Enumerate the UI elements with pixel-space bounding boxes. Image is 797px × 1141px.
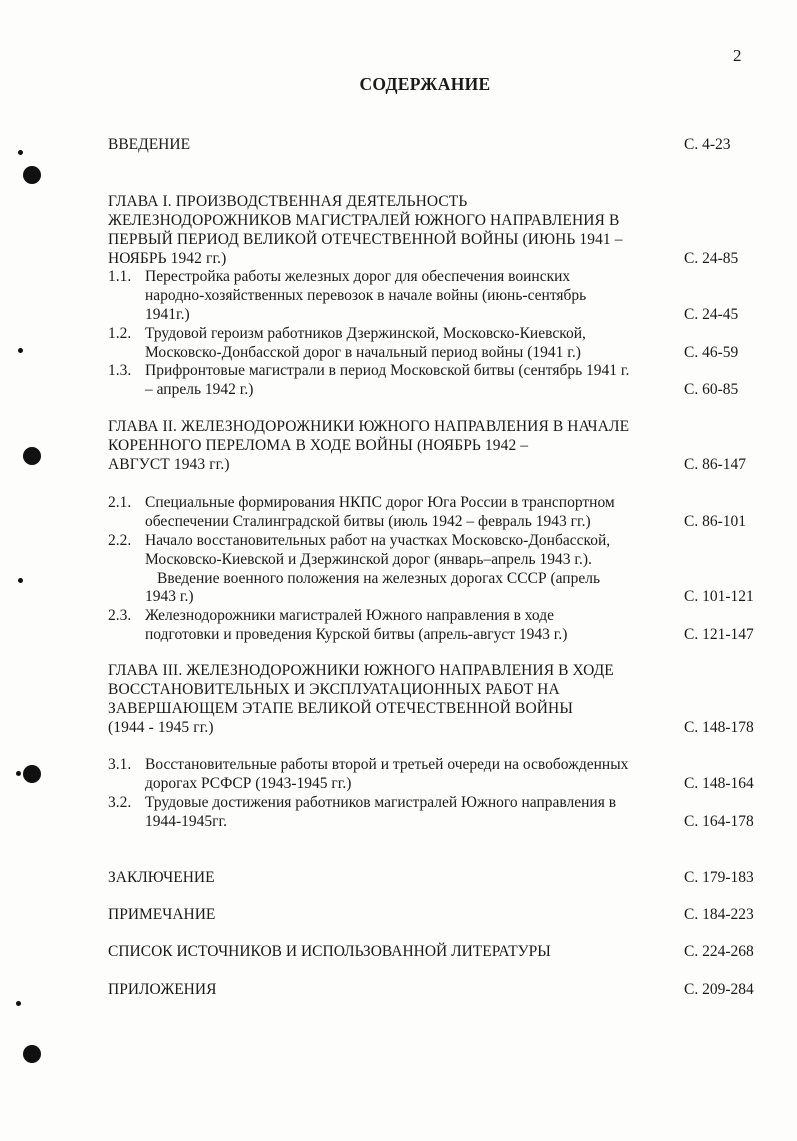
binding-hole-mark <box>23 447 41 465</box>
page-number: 2 <box>733 46 742 65</box>
scan-speck <box>18 348 23 353</box>
toc-page-chapter-2: С. 86-147 <box>684 456 746 473</box>
section-text: Перестройка работы железных дорог для обеспечения воинских <box>145 268 571 285</box>
section-number: 3.1. <box>108 756 132 773</box>
section-pages: С. 24-45 <box>684 306 739 323</box>
section-text: Железнодорожники магистралей Южного направления в ходе <box>145 607 554 624</box>
chapter-1-heading: ПЕРВЫЙ ПЕРИОД ВЕЛИКОЙ ОТЕЧЕСТВЕННОЙ ВОЙНЫ (ИЮНЬ 1941 – <box>108 231 623 248</box>
toc-entry-conclusion: ЗАКЛЮЧЕНИЕ <box>108 869 215 886</box>
chapter-3-heading: ГЛАВА III. ЖЕЛЕЗНОДОРОЖНИКИ ЮЖНОГО НАПРАВЛЕНИЯ В ХОДЕ <box>108 662 614 679</box>
chapter-2-heading: КОРЕННОГО ПЕРЕЛОМА В ХОДЕ ВОЙНЫ (НОЯБРЬ 1942 – <box>108 437 529 454</box>
section-text: Трудовые достижения работников магистралей Южного направления в <box>145 794 617 811</box>
section-number: 1.1. <box>108 268 132 285</box>
section-text: Прифронтовые магистрали в период Московской битвы (сентябрь 1941 г. <box>145 362 630 379</box>
toc-page-conclusion: С. 179-183 <box>684 869 754 886</box>
section-number: 3.2. <box>108 794 132 811</box>
section-pages: С. 86-101 <box>684 513 746 530</box>
page-title: СОДЕРЖАНИЕ <box>359 74 491 94</box>
chapter-1-heading: ЖЕЛЕЗНОДОРОЖНИКОВ МАГИСТРАЛЕЙ ЮЖНОГО НАПРАВЛЕНИЯ В <box>108 212 620 229</box>
toc-page-notes: С. 184-223 <box>684 906 754 923</box>
chapter-3-heading: (1944 - 1945 гг.) <box>108 719 214 736</box>
section-text: обеспечении Сталинградской битвы (июль 1942 – февраль 1943 гг.) <box>145 513 591 530</box>
binding-hole-mark <box>23 166 41 184</box>
scan-speck <box>16 1001 21 1006</box>
scan-speck <box>16 771 21 776</box>
binding-hole-mark <box>23 1045 41 1063</box>
section-text: 1943 г.) <box>145 588 194 605</box>
toc-page-chapter-3: С. 148-178 <box>684 719 754 736</box>
section-number: 1.2. <box>108 325 132 342</box>
section-text: Трудовой героизм работников Дзержинской, Московско-Киевской, <box>145 325 586 342</box>
scan-speck <box>18 578 23 583</box>
section-number: 2.1. <box>108 494 132 511</box>
section-text: народно-хозяйственных перевозок в начале войны (июнь-сентябрь <box>145 287 587 304</box>
toc-page-sources: С. 224-268 <box>684 943 754 960</box>
section-text: 1944-1945гг. <box>145 813 228 830</box>
section-text: Московско-Киевской и Дзержинской дорог (январь–апрель 1943 г.). <box>145 551 592 568</box>
section-pages: С. 46-59 <box>684 344 739 361</box>
section-text: Начало восстановительных работ на участках Московско-Донбасской, <box>145 532 611 549</box>
section-number: 2.3. <box>108 607 132 624</box>
section-text: Московско-Донбасской дорог в начальный период войны (1941 г.) <box>145 344 581 361</box>
section-text: Восстановительные работы второй и третьей очереди на освобожденных <box>145 756 629 773</box>
section-number: 1.3. <box>108 362 132 379</box>
toc-page-intro: С. 4-23 <box>684 136 731 153</box>
section-number: 2.2. <box>108 532 132 549</box>
toc-page-appendix: С. 209-284 <box>684 981 754 998</box>
toc-entry-notes: ПРИМЕЧАНИЕ <box>108 906 216 923</box>
section-pages: С. 60-85 <box>684 381 739 398</box>
chapter-2-heading: ГЛАВА II. ЖЕЛЕЗНОДОРОЖНИКИ ЮЖНОГО НАПРАВЛЕНИЯ В НАЧАЛЕ <box>108 418 630 435</box>
section-pages: С. 121-147 <box>684 626 754 643</box>
section-text: 1941г.) <box>145 306 190 323</box>
section-pages: С. 101-121 <box>684 588 754 605</box>
toc-entry-sources: СПИСОК ИСТОЧНИКОВ И ИСПОЛЬЗОВАННОЙ ЛИТЕРАТУРЫ <box>108 943 551 960</box>
chapter-2-heading: АВГУСТ 1943 гг.) <box>108 456 230 473</box>
toc-page-chapter-1: С. 24-85 <box>684 250 739 267</box>
chapter-3-heading: ВОССТАНОВИТЕЛЬНЫХ И ЭКСПЛУАТАЦИОННЫХ РАБОТ НА <box>108 681 560 698</box>
toc-entry-intro: ВВЕДЕНИЕ <box>108 136 191 153</box>
section-text: Введение военного положения на железных дорогах СССР (апрель <box>157 570 601 587</box>
section-text: – апрель 1942 г.) <box>145 381 254 398</box>
chapter-1-heading: НОЯБРЬ 1942 гг.) <box>108 250 227 267</box>
binding-hole-mark <box>23 765 41 783</box>
section-pages: С. 148-164 <box>684 775 754 792</box>
chapter-1-heading: ГЛАВА I. ПРОИЗВОДСТВЕННАЯ ДЕЯТЕЛЬНОСТЬ <box>108 193 468 210</box>
section-text: Специальные формирования НКПС дорог Юга России в транспортном <box>145 494 615 511</box>
section-text: дорогах РСФСР (1943-1945 гг.) <box>145 775 352 792</box>
chapter-3-heading: ЗАВЕРШАЮЩЕМ ЭТАПЕ ВЕЛИКОЙ ОТЕЧЕСТВЕННОЙ ВОЙНЫ <box>108 700 573 717</box>
section-text: подготовки и проведения Курской битвы (апрель-август 1943 г.) <box>145 626 568 643</box>
section-pages: С. 164-178 <box>684 813 754 830</box>
toc-entry-appendix: ПРИЛОЖЕНИЯ <box>108 981 217 998</box>
scan-speck <box>18 150 23 155</box>
